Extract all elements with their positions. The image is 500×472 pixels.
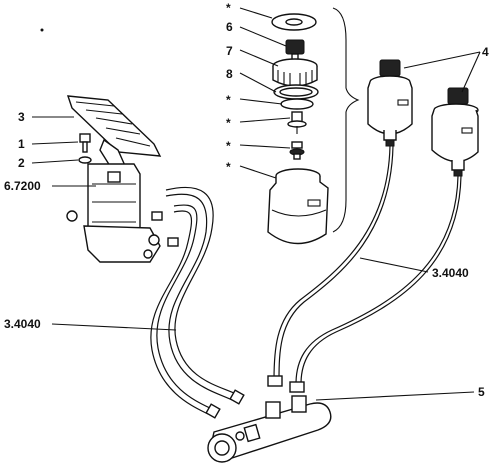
callout-labels [4,1,489,399]
hose-fitting-lower [168,238,178,246]
leader-4a [404,52,480,68]
label-star-a: * [226,93,231,107]
reservoir-right-mounted [432,88,478,176]
leader-star-b [240,118,290,122]
seal-ring [281,99,313,109]
leader-star-top [240,8,272,18]
leader-star-d [240,166,276,178]
reservoir-cap [273,59,317,86]
leader-6 [240,27,286,46]
exploded-bracket [333,8,358,232]
nipple [290,142,304,159]
reservoir-left-mounted [368,60,412,146]
stray-dot [41,29,44,32]
label-pedal-code: 6.7200 [4,179,41,193]
reservoir-exploded-assembly [240,8,358,244]
label-hose-code-right: 3.4040 [432,266,469,280]
label-3: 3 [18,110,25,124]
label-hose-code-left: 3.4040 [4,317,41,331]
leader-star-a [240,99,282,104]
label-star-c: * [226,139,231,153]
bolt [80,134,90,152]
label-star-d: * [226,160,231,174]
hose-left-outer-b [166,194,232,400]
washer-top-hole [286,19,302,25]
label-7: 7 [226,44,233,58]
label-6: 6 [226,20,233,34]
label-8: 8 [226,67,233,81]
leader-2 [32,160,78,163]
master-cylinder [208,392,474,462]
label-star-top: * [226,1,231,15]
leader-7 [240,50,278,66]
hose-left-outer-a [166,187,236,394]
label-5: 5 [478,385,485,399]
leader-1 [32,142,78,144]
reservoir-body [268,169,328,244]
leader-5 [316,392,474,400]
leader-hose-right [360,258,428,272]
leader-8 [240,73,276,92]
small-washer [79,157,91,163]
label-1: 1 [18,137,25,151]
filter-insert [288,112,306,134]
float-switch-connector [286,40,304,60]
hose-fitting-upper [152,212,162,220]
side-fitting [67,211,77,221]
leader-4b [462,52,480,92]
leader-star-c [240,145,290,148]
reservoir-pair [368,52,480,176]
label-star-b: * [226,116,231,130]
label-4: 4 [482,45,489,59]
label-2: 2 [18,156,25,170]
clutch-pedal-assembly [32,96,178,262]
